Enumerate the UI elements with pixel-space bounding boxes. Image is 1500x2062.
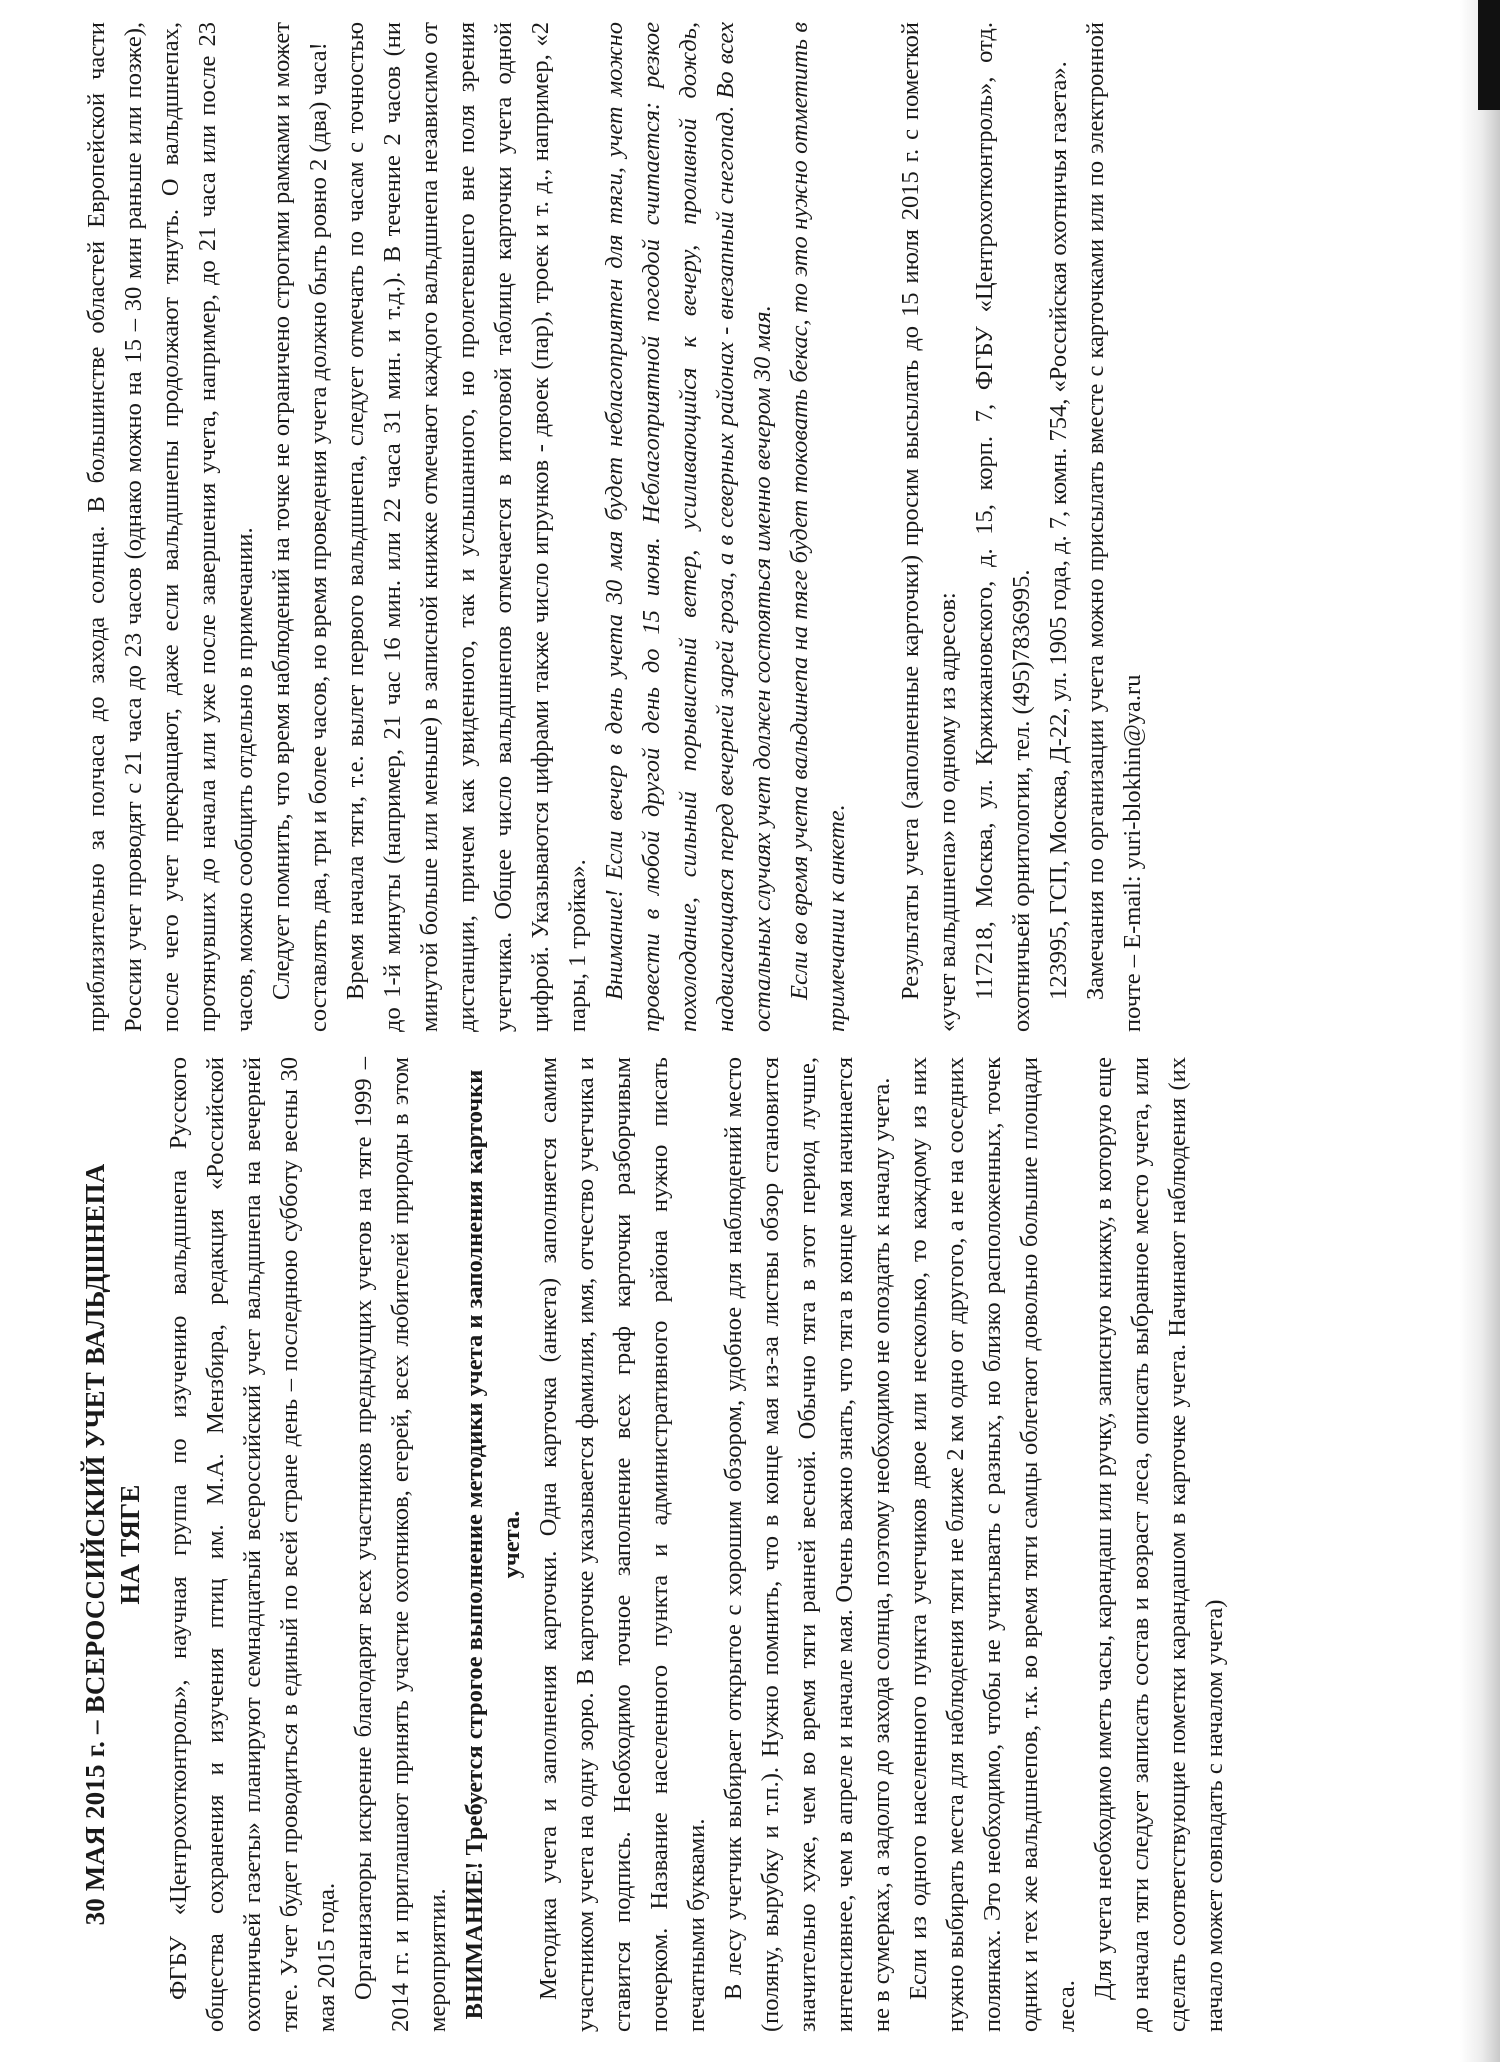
title-line-1: 30 МАЯ 2015 г. – ВСЕРОССИЙСКИЙ УЧЕТ ВАЛЬДШНЕПА — [80, 1163, 110, 1926]
document-title — [78, 1057, 148, 2032]
paragraph-thanks: Организаторы искренне благодарят всех участников предыдущих учетов на тяге 1999 – 2014 гг. и приглашают принять участие охотников, егерей, всех любителей природы в этом мероприятии. — [350, 1057, 451, 2032]
paragraph-multiple-observers: Если из одного населенного пункта учетчиков двое или несколько, то каждому из них нужно выбирать места для наблюдения тяги не ближе 2 км одно от другого, а не на соседних полянках. Это необходимо, чтобы не учитывать с разных, но близко расположенных, точек одних и тех же вальдшнепов, т.к. во время тяги самцы облетают довольно большие площади леса. — [905, 1057, 1080, 2032]
paragraph-equipment: Для учета необходимо иметь часы, карандаш или ручку, записную книжку, в которую еще до начала тяги следует записать состав и возраст леса, описать выбранное место учета, или сделать соответствующие пометки карандашом в карточке учета. Начинают наблюдения (их начало может совпадать с началом учета) — [1090, 1057, 1228, 2032]
left-column — [78, 1057, 1478, 2032]
title-line-2: НА ТЯГЕ — [115, 1484, 145, 1605]
paragraph-method: Методика учета и заполнения карточки. Одна карточка (анкета) заполняется самим участником учета на одну зорю. В карточке указывается фамилия, имя, отчество учетчика и ставится подпись. Необходимо точное заполнение всех граф карточки разборчивым почерком. Название населенного пункта и административного района нужно писать печатными буквами. — [535, 1057, 710, 2032]
paragraph-attention: ВНИМАНИЕ! Требуется строгое выполнение методики учета и заполнения карточки учета. — [461, 1069, 525, 2020]
paragraph-snipe-note: Если во время учета вальдшнепа на тяге будет токовать бекас, то это нужно отметить в примечании к анкете. — [786, 22, 850, 1032]
paragraph-intro: ФГБУ «Центрохотконтроль», научная группа по изучению вальдшнепа Русского общества сохранения и изучения птиц им. М.А. Мензбира, редакция «Российской охотничьей газеты» планируют семнадцатый всероссийский учет вальдшнепа на вечерней тяге. Учет будет проводиться в единый по всей стране день – последнюю субботу весны 30 мая 2015 года. — [165, 1057, 340, 2032]
paragraph-weather-warning: Внимание! Если вечер в день учета 30 мая будет неблагоприятен для тяги, учет можно провести в любой другой день до 15 июня. Неблагоприятной погодой считается: резкое похолодание, сильный порывистый ветер, усиливающийся к вечеру, проливной дождь, надвигающаяся перед вечерней зарей гроза, а в северных районах - внезапный снегопад. Во всех остальных случаях учет должен состояться именно вечером 30 мая. — [601, 22, 776, 1032]
spacer — [855, 22, 892, 1032]
paragraph-results: Результаты учета (заполненные карточки) просим высылать до 15 июля 2015 г. с пометкой «учет вальдшнепа» по одному из адресов: — [897, 22, 961, 1032]
paragraph-duration: Следует помнить, что время наблюдений на точке не ограничено строгими рамками и может составлять два, три и более часов, но время проведения учета должно быть ровно 2 (два) часа! — [268, 22, 332, 1032]
paragraph-location: В лесу учетчик выбирает открытое с хорошим обзором, удобное для наблюдений место (поляну, вырубку и т.п.). Нужно помнить, что в конце мая из-за листвы обзор становится значительно хуже, чем во время тяги ранней весной. Обычно тяга в этот период лучше, интенсивнее, чем в апреле и начале мая. Очень важно знать, что тяга в конце мая начинается не в сумерках, а задолго до захода солнца, поэтому необходимо не опоздать к началу учета. — [720, 1057, 895, 2032]
paragraph-counting: Время начала тяги, т.е. вылет первого вальдшнепа, следует отмечать по часам с точностью до 1-й минуты (например, 21 час 16 мин. или 22 часа 31 мин. и т.д.). В течение 2 часов (ни минутой больше или меньше) в записной книжке отмечают каждого вальдшнепа независимо от дистанции, причем как увиденного, так и услышанного, но пролетевшего вне поля зрения учетчика. Общее число вальдшнепов отмечается в итоговой таблице карточки учета одной цифрой. Указываются цифрами также число игрунков - двоек (пар), троек и т. д., например, «2 пары, 1 тройка». — [342, 22, 591, 1032]
right-column — [78, 22, 1478, 1032]
paragraph-timing: приблизительно за полчаса до захода солнца. В большинстве областей Европейской части России учет проводят с 21 часа до 23 часов (однако можно на 15 – 30 мин раньше или позже), после чего учет прекращают, даже если вальдшнепы продолжают тянуть. О вальдшнепах, протянувших до начала или уже после завершения учета, например, до 21 часа или после 23 часов, можно сообщить отдельно в примечании. — [83, 22, 258, 1032]
address-centrohotkontrol: 117218, Москва, ул. Кржижановского, д. 15, корп. 7, ФГБУ «Центрохотконтроль», отд. охотничьей орнитологии, тел. (495)7836995. — [971, 22, 1035, 1032]
paragraph-contact: Замечания по организации учета можно присылать вместе с карточками или по электронной почте – E-mail: yuri-blokhin@ya.ru — [1082, 22, 1146, 1032]
address-newspaper: 123995, ГСП, Москва, Д-22, ул. 1905 года, д. 7, комн. 754, «Российская охотничья газета». — [1045, 61, 1072, 1000]
